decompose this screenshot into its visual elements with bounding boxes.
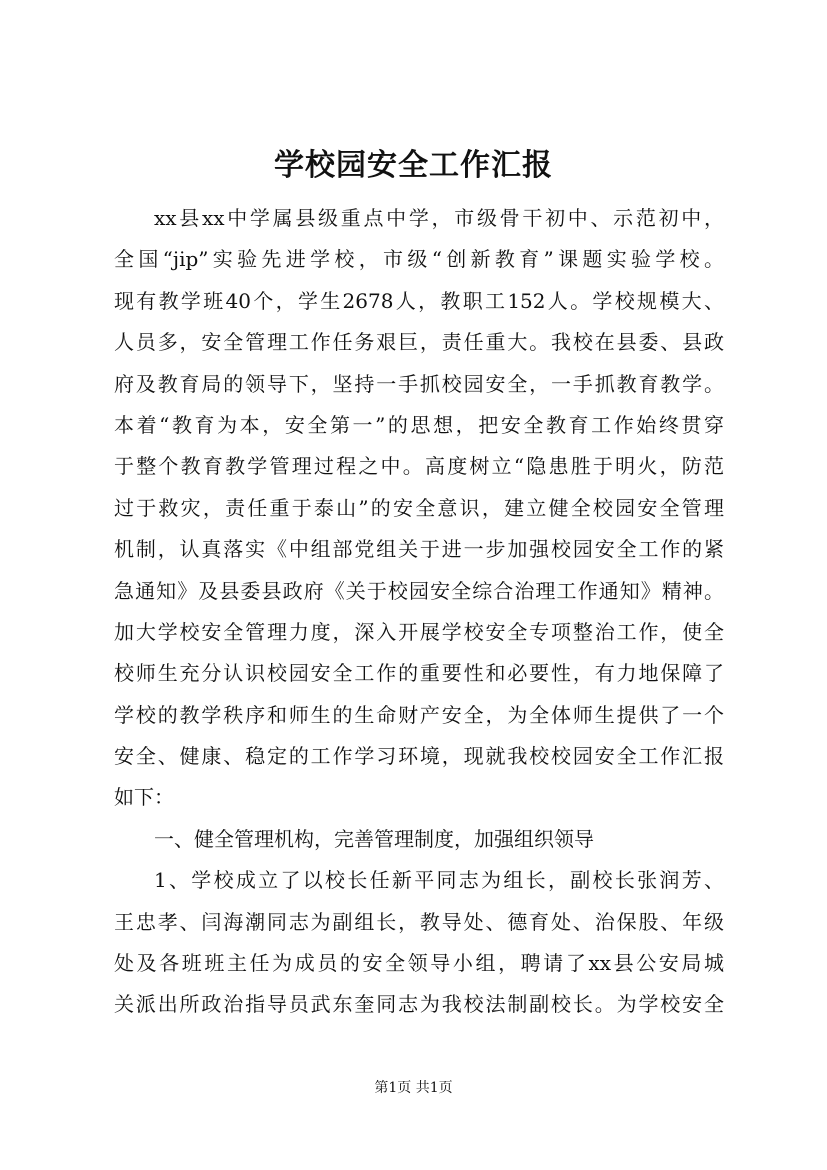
paragraph-line: 本着“教育为本，安全第一”的思想，把安全教育工作始终贯穿 [114, 412, 724, 437]
paragraph-line: 如下： [114, 785, 174, 810]
paragraph-line: 校师生充分认识校园安全工作的重要性和必要性，有力地保障了 [114, 661, 724, 686]
paragraph-line: 关派出所政治指导员武东奎同志为我校法制副校长。为学校安全 [114, 992, 724, 1017]
paragraph-line: 现有教学班40个，学生2678人，教职工152人。学校规模大、 [114, 288, 724, 313]
paragraph-line: 加大学校安全管理力度，深入开展学校安全专项整治工作，使全 [114, 619, 724, 644]
paragraph-line: 于整个教育教学管理过程之中。高度树立“隐患胜于明火，防范 [114, 454, 724, 479]
document-body [114, 198, 724, 1026]
section-heading: 一、健全管理机构，完善管理制度，加强组织领导 [154, 826, 594, 851]
paragraph-line: 急通知》及县委县政府《关于校园安全综合治理工作通知》精神。 [114, 578, 724, 603]
paragraph-line: 学校的教学秩序和师生的生命财产安全，为全体师生提供了一个 [114, 702, 724, 727]
page-footer: 第1页 共1页 [374, 1080, 453, 1096]
paragraph-line: 机制，认真落实《中组部党组关于进一步加强校园安全工作的紧 [114, 537, 724, 562]
document-title: 学校园安全工作汇报 [274, 148, 553, 183]
paragraph-line: 人员多，安全管理工作任务艰巨，责任重大。我校在县委、县政 [114, 330, 724, 355]
paragraph-line: 王忠孝、闫海潮同志为副组长，教导处、德育处、治保股、年级 [114, 909, 724, 934]
paragraph-line: 处及各班班主任为成员的安全领导小组，聘请了xx县公安局城 [114, 951, 724, 976]
paragraph-line: 全国“jip”实验先进学校，市级“创新教育”课题实验学校。 [114, 247, 724, 272]
paragraph-line: 府及教育局的领导下，坚持一手抓校园安全，一手抓教育教学。 [114, 371, 724, 396]
paragraph-line: 过于救灾，责任重于泰山”的安全意识，建立健全校园安全管理 [114, 495, 724, 520]
paragraph-line: xx县xx中学属县级重点中学，市级骨干初中、示范初中， [154, 206, 724, 230]
paragraph-line: 1、学校成立了以校长任新平同志为组长，副校长张润芳、 [154, 868, 724, 893]
paragraph-line: 安全、健康、稳定的工作学习环境，现就我校校园安全工作汇报 [114, 744, 724, 769]
